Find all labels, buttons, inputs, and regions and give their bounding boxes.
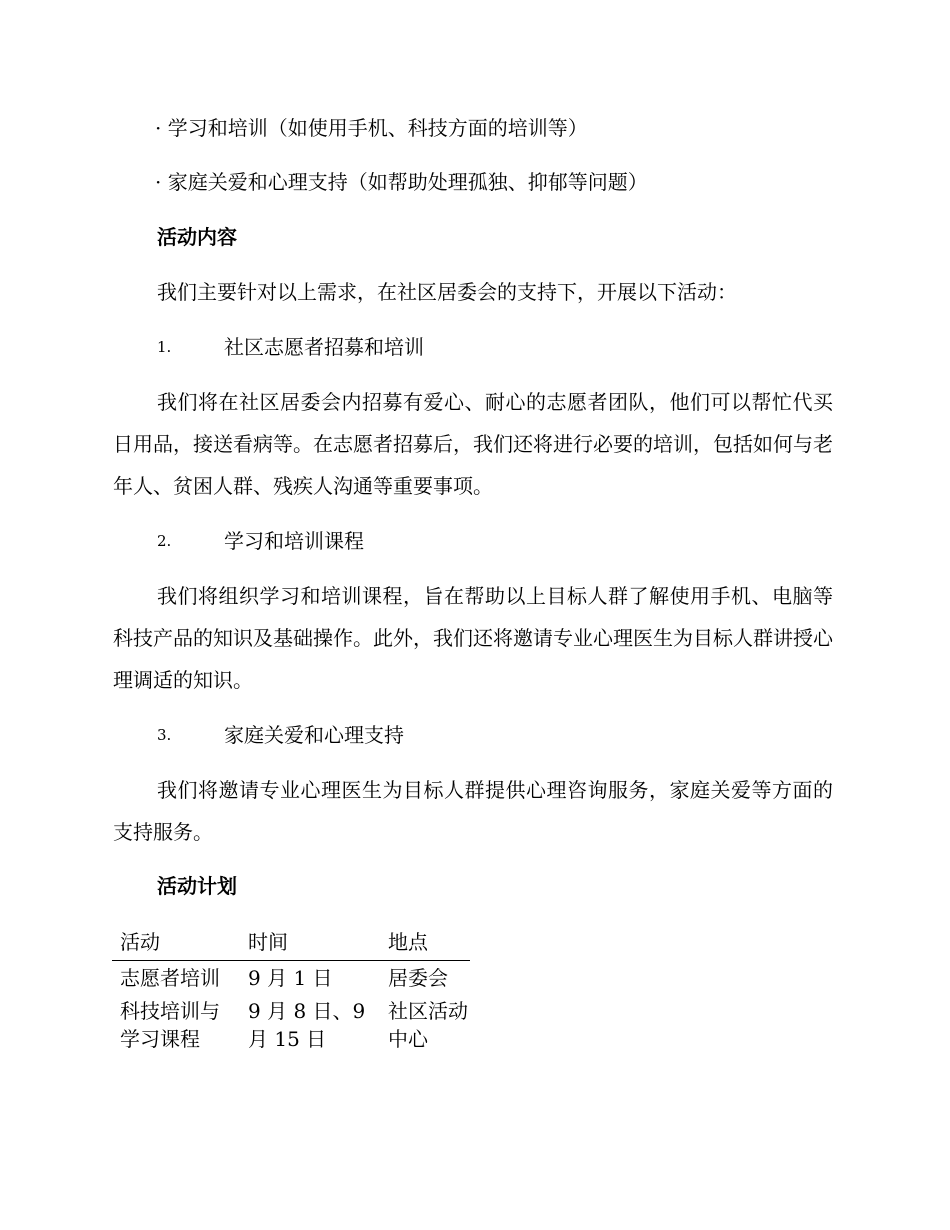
bullet-item: · 家庭关爱和心理支持（如帮助处理孤独、抑郁等问题） — [155, 170, 648, 194]
list-item-title: 社区志愿者招募和培训 — [224, 335, 424, 359]
section-heading-plan: 活动计划 — [157, 874, 237, 898]
table-header-cell: 活动 — [120, 930, 160, 954]
list-item-title: 家庭关爱和心理支持 — [224, 723, 404, 747]
table-cell: 科技培训与学习课程 — [120, 999, 220, 1051]
bullet-item: · 学习和培训（如使用手机、科技方面的培训等） — [155, 116, 588, 140]
list-item-body: 我们将组织学习和培训课程，旨在帮助以上目标人群了解使用手机、电脑等科技产品的知识及基础操作。此外，我们还将邀请专业心理医生为目标人群讲授心理调适的知识。 — [113, 584, 833, 692]
table-cell: 志愿者培训 — [120, 966, 220, 990]
table-cell: 社区活动中心 — [388, 999, 468, 1051]
intro-paragraph: 我们主要针对以上需求，在社区居委会的支持下，开展以下活动： — [157, 280, 737, 304]
table-cell: 9 月 1 日 — [248, 966, 333, 990]
list-item-body: 我们将邀请专业心理医生为目标人群提供心理咨询服务，家庭关爱等方面的支持服务。 — [113, 778, 833, 844]
list-number: 1. — [157, 338, 172, 356]
list-item-body: 我们将在社区居委会内招募有爱心、耐心的志愿者团队，他们可以帮忙代买日用品，接送看病等。在志愿者招募后，我们还将进行必要的培训，包括如何与老年人、贫困人群、残疾人沟通等重要事项。 — [113, 390, 833, 498]
list-number: 3. — [157, 726, 172, 744]
list-number: 2. — [157, 532, 172, 550]
plan-table — [112, 928, 470, 1057]
table-header-row — [112, 928, 470, 961]
section-heading-content: 活动内容 — [157, 225, 237, 249]
table-row — [112, 997, 470, 1057]
table-header-cell: 时间 — [248, 930, 288, 954]
table-row — [112, 961, 470, 997]
table-header-cell: 地点 — [388, 930, 428, 954]
list-item-title: 学习和培训课程 — [224, 529, 364, 553]
table-cell: 居委会 — [388, 966, 448, 990]
table-cell: 9 月 8 日、9 月 15 日 — [248, 999, 366, 1051]
